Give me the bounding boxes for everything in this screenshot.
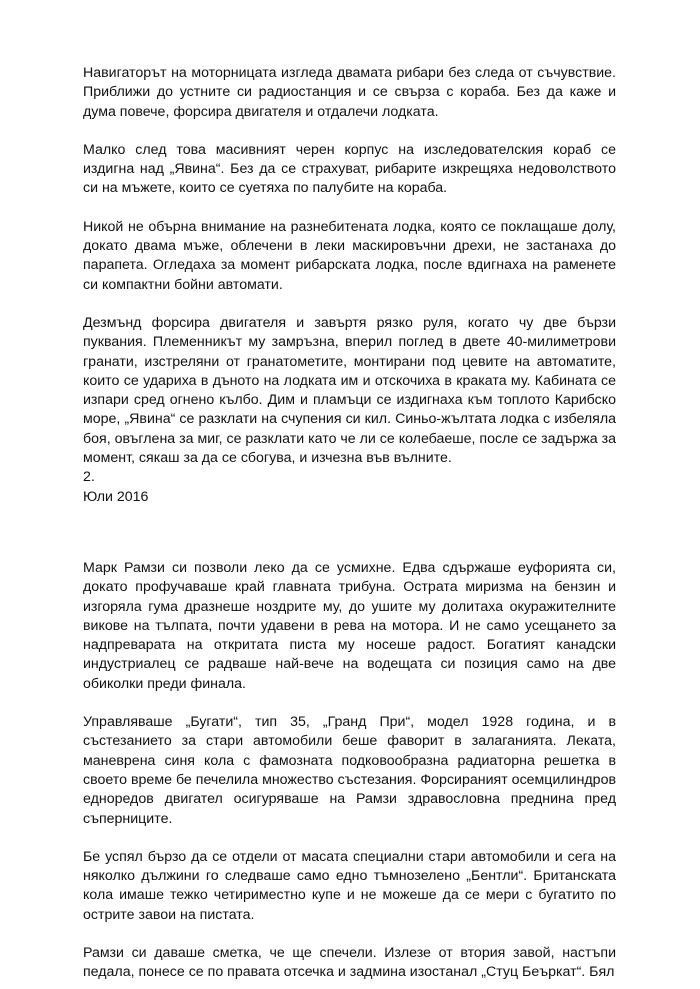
- paragraph-2: Малко след това масивният черен корпус на изследователския кораб се издигна над „Явина“. Без да се страхуват, рибарите изкрещяха недоволството си на мъжете, които се суетяха по палубите на кораба.: [83, 141, 616, 197]
- document-page: [83, 64, 616, 983]
- paragraph-8: Рамзи си даваше сметка, че ще спечели. Излезе от втория завой, настъпи педала, понесе се по правата отсечка и задмина изостанал „Стуц Беъркат“. Бял: [83, 944, 616, 981]
- paragraph-6: Управляваше „Бугати“, тип 35, „Гранд При“, модел 1928 година, и в състезанието за стари автомобили беше фаворит в залаганията. Леката, маневрена синя кола с фамозната подковообразна радиаторна решетка в своето време бе печелила множество състезания. Форсираният осемцилиндров едноредов двигател осигуряваше на Рамзи здравословна преднина пред съперниците.: [83, 714, 616, 827]
- paragraph-4: Дезмънд форсира двигателя и завъртя рязко руля, когато чу две бързи пуквания. Племенникът му замръзна, вперил поглед в двете 40-милиметрови гранати, изстреляни от гранатометите, монтирани под цевите на автоматите, които се удариха в дъното на лодката им и отскочиха в краката му. Кабината се изпари сред огнено кълбо. Дим и пламъци се издигнаха към топлото Карибско море, „Явина“ се разклати на счупения си кил. Синьо-жълтата лодка с избеляла боя, овъглена за миг, се разклати като че ли се колебаеше, после се задържа за момент, сякаш за да се сбогува, и изчезна във вълните.: [83, 314, 616, 467]
- chapter-date: Юли 2016: [83, 488, 149, 505]
- paragraph-3: Никой не обърна внимание на разнебитената лодка, която се поклащаше долу, докато двама мъже, облечени в леки маскировъчни дрехи, не застанаха до парапета. Огледаха за момент рибарската лодка, после вдигнаха на раменете си компактни бойни автомати.: [83, 218, 616, 293]
- paragraph-5: Марк Рамзи си позволи леко да се усмихне. Едва сдържаше еуфорията си, докато профучаваше край главната трибуна. Острата миризма на бензин и изгоряла гума дразнеше ноздрите му, до ушите му долитаха окуражителните викове на тълпата, почти удавени в рева на мотора. И не само усещането за надпреварата на откритата писта му носеше радост. Богатият канадски индустриалец се радваше най-вече на водещата си позиция само на две обиколки преди финала.: [83, 559, 616, 692]
- chapter-number: 2.: [83, 469, 95, 486]
- paragraph-1: Навигаторът на моторницата изгледа двамата рибари без следа от съчувствие. Приближи до устните си радиостанция и се свърза с кораба. Без да каже и дума повече, форсира двигателя и отдалечи лодката.: [83, 65, 616, 120]
- paragraph-7: Бе успял бързо да се отдели от масата специални стари автомобили и сега на няколко дължини го следваше само едно тъмнозелено „Бентли“. Британската кола имаше тежко четириместно купе и не можеше да се мери с бугатито по острите завои на пистата.: [83, 848, 616, 923]
